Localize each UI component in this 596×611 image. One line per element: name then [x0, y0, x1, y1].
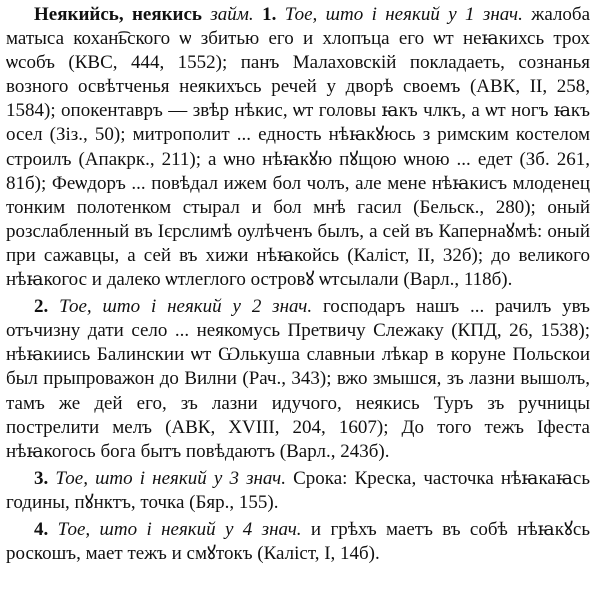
sense-text-2: господаръ нашъ ... рачилъ увъ отъчизну дати село ... неякомусь Претвичу Слежаку (КПД, 26, 1538); нѣꙗкиись Балинскии ѡт Ѡлькуша славныи лѣкар в коруне Польскои был прыпроважон до Вилни (Рач., 343); вжо змышся, зъ лазни вышолъ, тамъ же дей его, зъ лазни идучого, неякись Туръ зъ ручницы пострелити мелъ (АВК, XVIII, 204, 1607); До того тежъ Іфеста нѣꙗкогось бога бытъ повѣдаютъ (Варл., 243б). [6, 296, 590, 462]
entry-paragraph-2 [6, 295, 590, 464]
sense-number-2: 2. [34, 296, 49, 318]
sense-gloss-1: Тое, што і неякий у 1 знач. [284, 4, 523, 25]
sense-text-4: и грѣхъ маетъ въ собѣ нѣꙗкꙋсь роскошъ, мает тежъ и смꙋтокъ (Каліст, I, 14б). [6, 518, 590, 565]
sense-gloss-4: Тое, што і неякий у 4 знач. [57, 518, 302, 540]
sense-number-1: 1. [262, 4, 277, 25]
entry-grammar: займ. [210, 4, 254, 25]
sense-number-3: 3. [34, 467, 49, 489]
sense-gloss-3: Тое, што і неякий у 3 знач. [55, 467, 286, 489]
sense-number-4: 4. [34, 518, 49, 540]
entry-paragraph-3 [6, 467, 590, 515]
entry-paragraph-1 [6, 3, 590, 292]
sense-gloss-2: Тое, што і неякий у 2 знач. [59, 296, 313, 318]
entry-paragraph-4 [6, 518, 590, 566]
sense-text-3: Срока: Креска, часточка нѣꙗкаꙗсь годины, пꙋнктъ, точка (Бяр., 155). [6, 467, 591, 513]
entry-headword: Неякийсь, неякись [34, 4, 202, 25]
sense-text-1: жалоба матыса кохан͡ьского ѡ збитью его и хлопъца его ѡт неꙗкихсь трох ѡсобъ (КВС, 444, 1552); панъ Малаховскій покладаеть, сознанья возного освѣтченья неякихъсь речей у дворѣ своемъ (АВК, II, 258, 1584); опокентавръ — звѣр нѣкис, ѡт головы ꙗкъ члкъ, а ѡт ногъ ꙗкъ осел (Зіз., 50); митрополит ... едность нѣꙗкꙋюсь з римским костелом строилъ (Апакрк., 211); а ѡно нѣꙗкꙋю пꙋщою ѡною ... едет (Зб. 261, 81б); Феѡдоръ ... повѣдал ижем бол чолъ, але мене нѣꙗкисъ млоденец тонким полотенком стырал и бол мнѣ гасил (Бельск., 280); оный розслабленный въ Ієрслимѣ оулѣченъ былъ, а сей въ Капернаꙋмѣ: оный при сажавцы, а сей въ хижи нѣꙗкойсь (Каліст, II, 32б); до великого нѣꙗкогос и далеко ѡтлеглого островꙋ ѡтсылали (Варл., 118б). [6, 4, 591, 291]
